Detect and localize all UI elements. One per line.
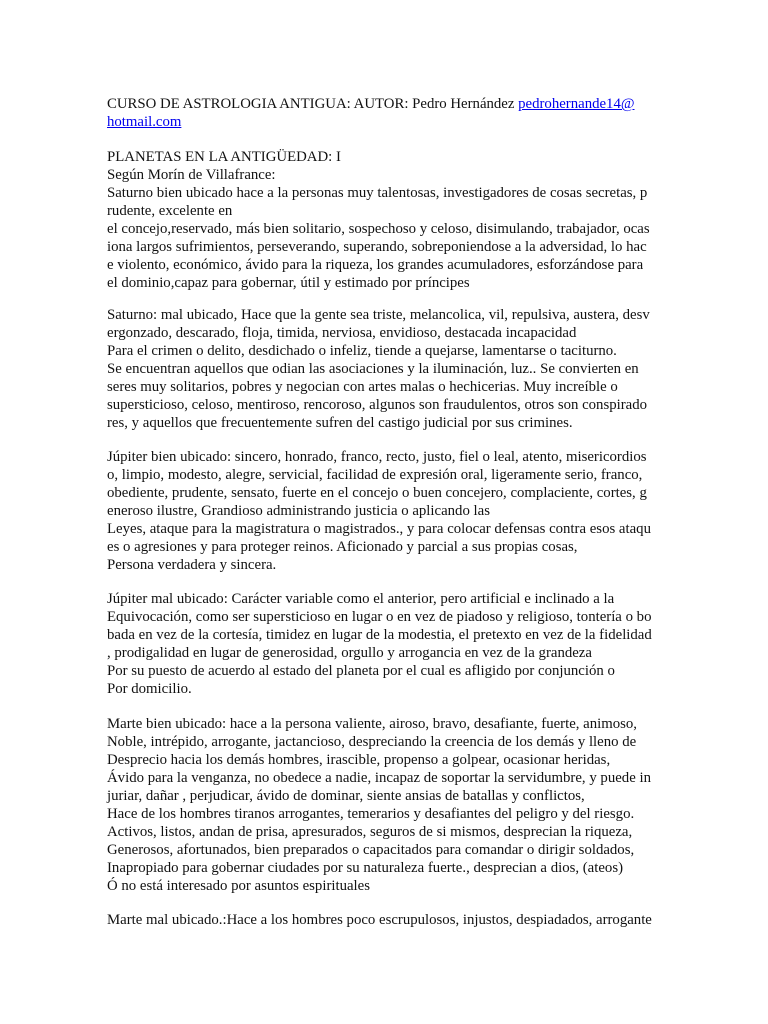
text-line: , prodigalidad en lugar de generosidad, orgullo y arrogancia en vez de la grandeza: [107, 645, 592, 661]
text-line: Saturno bien ubicado hace a la personas muy talentosas, investigadores de cosas secretas, p: [107, 185, 648, 201]
text-line: Ó no está interesado por asuntos espirituales: [107, 878, 370, 894]
author-email-link-continuation[interactable]: hotmail.com: [107, 114, 182, 130]
text-line: supersticioso, celoso, mentiroso, rencoroso, algunos son fraudulentos, otros son conspirado: [107, 397, 647, 413]
text-line: Marte mal ubicado.:Hace a los hombres poco escrupulosos, injustos, despiadados, arrogante: [107, 912, 652, 928]
text-line: Inapropiado para gobernar ciudades por su naturaleza fuerte., desprecian a dios, (ateos): [107, 860, 624, 876]
section-marte-bien-ubicado: [107, 715, 667, 895]
header-line-2: [107, 113, 667, 131]
text-line: Generosos, afortunados, bien preparados o capacitados para comandar o dirigir soldados,: [107, 842, 635, 858]
text-line: Leyes, ataque para la magistratura o magistrados., y para colocar defensas contra esos ataqu: [107, 521, 651, 537]
text-line: Noble, intrépido, arrogante, jactancioso, despreciando la creencia de los demás y lleno de: [107, 734, 637, 750]
text-line: Para el crimen o delito, desdichado o infeliz, tiende a quejarse, lamentarse o taciturno.: [107, 343, 617, 359]
text-line: Según Morín de Villafrance:: [107, 167, 276, 183]
text-line: es o agresiones y para proteger reinos. Aficionado y parcial a sus propias cosas,: [107, 539, 578, 555]
text-line: el dominio,capaz para gobernar, útil y estimado por príncipes: [107, 275, 470, 291]
header-title: CURSO DE ASTROLOGIA ANTIGUA: AUTOR: Pedro Hernández: [107, 96, 519, 112]
text-line: e violento, económico, ávido para la riqueza, los grandes acumuladores, esforzándose para: [107, 257, 644, 273]
text-line: eneroso ilustre, Grandioso administrando justicia o aplicando las: [107, 503, 490, 519]
text-line: Júpiter mal ubicado: Carácter variable como el anterior, pero artificial e inclinado a la: [107, 591, 615, 607]
text-line: Se encuentran aquellos que odian las asociaciones y la iluminación, luz.. Se convierten en: [107, 361, 639, 377]
text-line: Marte bien ubicado: hace a la persona valiente, airoso, bravo, desafiante, fuerte, animoso,: [107, 716, 638, 732]
text-line: iona largos sufrimientos, perseverando, superando, sobreponiendose a la adversidad, lo hac: [107, 239, 647, 255]
text-line: PLANETAS EN LA ANTIGÜEDAD: I: [107, 149, 341, 165]
text-line: juriar, dañar , perjudicar, ávido de dominar, siente ansias de batallas y conflictos,: [107, 788, 585, 804]
text-line: el concejo,reservado, más bien solitario, sospechoso y celoso, disimulando, trabajador, ocas: [107, 221, 650, 237]
section-jupiter-bien-ubicado: [107, 448, 667, 574]
text-line: Activos, listos, andan de prisa, apresurados, seguros de si mismos, desprecian la riqueza,: [107, 824, 633, 840]
text-line: ergonzado, descarado, floja, timida, nerviosa, envidioso, destacada incapacidad: [107, 325, 577, 341]
text-line: res, y aquellos que frecuentemente sufren del castigo judicial por sus crimines.: [107, 415, 573, 431]
section-saturno-mal-ubicado: [107, 306, 667, 432]
text-line: Por su puesto de acuerdo al estado del planeta por el cual es afligido por conjunción o: [107, 663, 615, 679]
header-line-1: [107, 95, 667, 113]
text-line: Júpiter bien ubicado: sincero, honrado, franco, recto, justo, fiel o leal, atento, misericordios: [107, 449, 647, 465]
text-line: Ávido para la venganza, no obedece a nadie, incapaz de soportar la servidumbre, y puede in: [107, 770, 651, 786]
text-line: Hace de los hombres tiranos arrogantes, temerarios y desafiantes del peligro y del riesgo.: [107, 806, 635, 822]
text-line: rudente, excelente en: [107, 203, 233, 219]
section-marte-mal-ubicado: [107, 911, 667, 929]
text-line: bada en vez de la cortesía, timidez en lugar de la modestia, el pretexto en vez de la fidelidad: [107, 627, 652, 643]
text-line: Equivocación, como ser supersticioso en lugar o en vez de piadoso y religioso, tontería o bo: [107, 609, 652, 625]
text-line: o, limpio, modesto, alegre, servicial, facilidad de expresión oral, ligeramente serio, franco,: [107, 467, 643, 483]
text-line: Persona verdadera y sincera.: [107, 557, 277, 573]
text-line: Por domicilio.: [107, 681, 192, 697]
document-header: [107, 95, 667, 131]
text-line: obediente, prudente, sensato, fuerte en el concejo o buen concejero, complaciente, cortes, g: [107, 485, 647, 501]
text-line: Saturno: mal ubicado, Hace que la gente sea triste, melancolica, vil, repulsiva, austera, desv: [107, 307, 650, 323]
author-email-link[interactable]: pedrohernande14@: [518, 96, 635, 112]
section-saturno-bien-ubicado: [107, 148, 667, 292]
section-jupiter-mal-ubicado: [107, 590, 667, 698]
text-line: Desprecio hacia los demás hombres, irascible, propenso a golpear, ocasionar heridas,: [107, 752, 611, 768]
text-line: seres muy solitarios, pobres y negocian con artes malas o hechicerias. Muy increíble o: [107, 379, 618, 395]
